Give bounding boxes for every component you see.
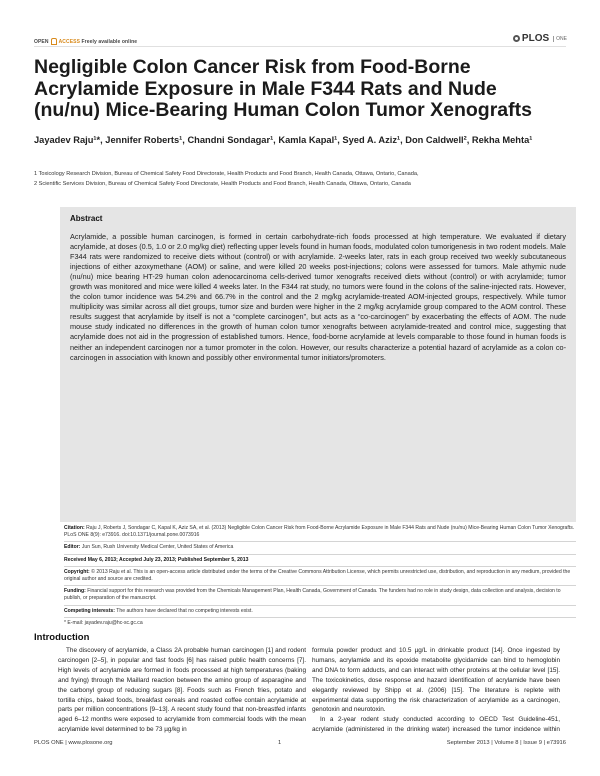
intro-paragraph-2: In a 2-year rodent study conducted according to OECD Test Guideline-451, acrylamide (administered in the drinking water) increased the tumor incidence within	[312, 716, 560, 734]
freely-available-text: Freely available online	[81, 38, 138, 45]
abstract-box	[60, 207, 576, 522]
citation-row: Citation: Raju J, Roberts J, Sondagar C, Kapal K, Aziz SA, et al. (2013) Negligible Colon Cancer Risk from Food-Borne Acrylamide Exposure in Male F344 Rats and Nude (nu/nu) Mice-Bearing Human Colon Tumor Xenografts. PLoS ONE 8(9): e73916. doi:10.1371/journal.pone.0073916	[64, 523, 576, 542]
dates-row	[64, 555, 576, 567]
footer-page-number: 1	[278, 740, 282, 746]
journal-logo-sub: ONE	[553, 36, 567, 42]
intro-right-column	[312, 646, 560, 736]
page-footer	[34, 740, 566, 746]
introduction-heading: Introduction	[34, 632, 90, 643]
copyright-row: Copyright: © 2013 Raju et al. This is an open-access article distributed under the terms of the Creative Commons Attribution License, which permits unrestricted use, distribution, and reproduction in any medium, provided the original author and source are credited.	[64, 567, 576, 586]
competing-text: The authors have declared that no competing interests exist.	[116, 607, 253, 614]
affiliation-2: 2 Scientific Services Division, Bureau of Chemical Safety Food Directorate, Health Products and Food Branch, Health Canada, Ottawa, Ontario, Canada	[34, 180, 411, 187]
editor-text: Jun Sun, Rush University Medical Center, United States of America	[81, 544, 234, 551]
intro-left-column	[58, 646, 306, 736]
intro-paragraph-1-cont: formula powder product and 10.5 µg/L in drinkable product [14]. Once ingested by humans, acrylamide and its epoxide metabolite glycidamide can bind to hemoglobin and DNA to form adducts, and can interact with other proteins at the cellular level [15]. The toxicokinetics, dose response and hazard identification of acrylamide have been elegantly reviewed by Shipp et al. (2006) [15]. The literature is replete with experimental data supporting the risk characterization of acrylamide as a carcinogen, genotoxin and neurotoxin.	[312, 647, 560, 714]
journal-logo	[513, 33, 567, 44]
header-divider	[34, 46, 566, 47]
plos-dot-icon	[513, 35, 520, 42]
footer-issue: September 2013 | Volume 8 | Issue 9 | e73916	[446, 740, 566, 746]
email-text[interactable]: * E-mail: jayadev.raju@hc-sc.gc.ca	[64, 619, 143, 626]
editor-row: Editor: Jun Sun, Rush University Medical Center, United States of America	[64, 542, 576, 554]
dates-text: Received May 6, 2013; Accepted July 23, 2013; Published September 5, 2013	[64, 556, 249, 563]
intro-paragraph-1: The discovery of acrylamide, a Class 2A probable human carcinogen [1] and rodent carcinogen [2–5], in popular and fast foods [6] has raised public health concerns [7]. High levels of acrylamide are formed in foods processed at high temperatures (baking and frying) through the Maillard reaction between the amino group of asparagine and the carbonyl group of reducing sugars [8]. Foods such as French fries, potato and tortilla chips, baked foods, breakfast cereals and roasted coffee contain acrylamide at parts per million concentrations [9–13]. A recent study found that non-breastfed infants aged 6–12 months were exposed to acrylamide from commercial foods with the mean acrylamide level determined to be 73 µg/kg in	[58, 647, 306, 734]
open-access-text: OPEN	[34, 38, 49, 45]
email-row	[64, 618, 576, 629]
open-lock-icon	[51, 38, 57, 45]
article-title: Negligible Colon Cancer Risk from Food-Borne Acrylamide Exposure in Male F344 Rats and Nude (nu/nu) Mice-Bearing Human Colon Tumor Xenografts	[34, 56, 532, 121]
affiliations	[34, 170, 564, 189]
open-access-badge	[34, 38, 137, 45]
abstract-text: Acrylamide, a possible human carcinogen, is formed in certain carbohydrate-rich foods processed at high temperature. We evaluated if dietary acrylamide, at doses (0.5, 1.0 or 2.0 mg/kg diet) reflecting upper levels found in human foods, modulated colon tumorigenesis in two rodent models. Male F344 rats were randomized to receive diets without (control) or with acrylamide. 2-weeks later, rats in each group received two weekly subcutaneous injections of either azoxymethane (AOM) or saline, and were killed 20 weeks post-injections; colons were assessed for tumors. Male athymic nude (nu/nu) mice bearing HT-29 human colon adenocarcinoma cells-derived tumor xenografts received diets without (control) or with acrylamide; tumor growth was monitored and mice were killed 4 weeks later. In the F344 rat study, no tumors were found in the colons of the saline-injected rats. However, the colon tumor incidence was 54.2% and 66.7% in the control and the 2 mg/kg acrylamide-treated AOM-injected groups, respectively. While tumor multiplicity was similar across all diet groups, tumor size and burden were higher in the 2 mg/kg acrylamide group compared to the AOM control. These results suggest that acrylamide by itself is not a “complete carcinogen”, but acts as a “co-carcinogen” by exacerbating the effects of AOM. The nude mouse study indicated no differences in the growth of human colon tumor xenografts between acrylamide-treated and control mice, suggesting that acrylamide does not aid in the progression of established tumors. Hence, food-borne acrylamide at levels comparable to those found in human foods is neither an independent carcinogen nor a tumor promoter in the colon. However, our results characterize a potential hazard of acrylamide as a colon co-carcinogen in association with known and possibly other environmental tumor initiators/promoters.	[70, 232, 566, 362]
funding-text: Financial support for this research was provided from the Chemicals Management Plan, Health Canada, Government of Canada. The funders had no role in study design, data collection and analysis, decision to publish, or preparation of the manuscript.	[64, 588, 561, 602]
competing-row: Competing interests: The authors have declared that no competing interests exist.	[64, 606, 576, 618]
affiliation-1: 1 Toxicology Research Division, Bureau of Chemical Safety Food Directorate, Health Products and Food Branch, Health Canada, Ottawa, Ontario, Canada,	[34, 171, 419, 177]
funding-row: Funding: Financial support for this research was provided from the Chemicals Management Plan, Health Canada, Government of Canada. The funders had no role in study design, data collection and analysis, decision to publish, or preparation of the manuscript.	[64, 586, 576, 605]
citation-text: Raju J, Roberts J, Sondagar C, Kapal K, Aziz SA, et al. (2013) Negligible Colon Cancer Risk from Food-Borne Acrylamide Exposure in Male F344 Rats and Nude (nu/nu) Mice-Bearing Human Colon Tumor Xenografts. PLoS ONE 8(9): e73916. doi:10.1371/journal.pone.0073916	[64, 525, 575, 539]
journal-logo-text: PLOS	[521, 33, 550, 44]
abstract-heading: Abstract	[70, 214, 103, 223]
footer-journal: PLOS ONE | www.plosone.org	[34, 740, 113, 746]
copyright-text: © 2013 Raju et al. This is an open-access article distributed under the terms of the Creative Commons Attribution License, which permits unrestricted use, distribution, and reproduction in any medium, provided the original author and source are credited.	[64, 568, 571, 583]
access-label: ACCESS	[58, 38, 81, 45]
article-metadata	[64, 523, 576, 629]
author-list: Jayadev Raju¹*, Jennifer Roberts¹, Chandni Sondagar¹, Kamla Kapal¹, Syed A. Aziz¹, Don Caldwell², Rekha Mehta¹	[34, 135, 533, 145]
